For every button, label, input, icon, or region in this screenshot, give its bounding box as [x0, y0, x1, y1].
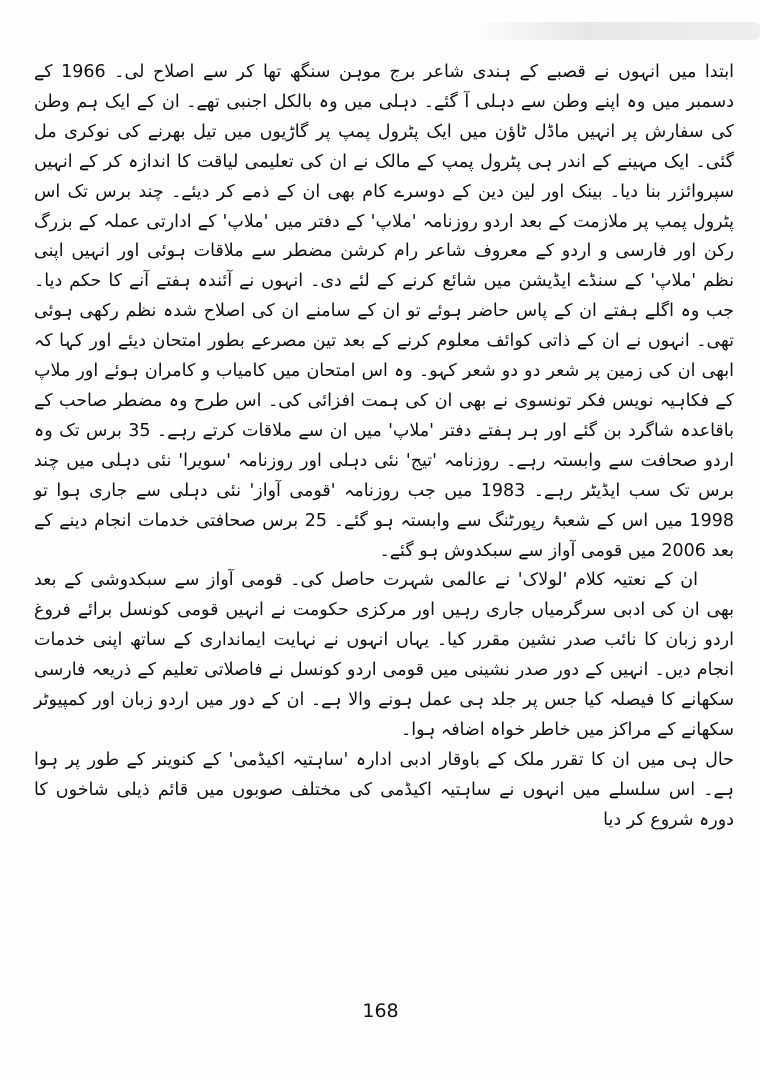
paragraph-3: حال ہی میں ان کا تقرر ملک کے باوقار ادبی ادارہ 'ساہتیہ اکیڈمی' کے کنوینر کے طور پر ہوا ہے۔ اس سلسلے میں انہوں نے ساہتیہ اکیڈمی کی مختلف صوبوں میں قائم ذیلی شاخوں کا دورہ شروع کر دیا — [34, 749, 734, 830]
paragraph-2: ان کے نعتیہ کلام 'لولاک' نے عالمی شہرت حاصل کی۔ قومی آواز سے سبکدوشی کے بعد بھی ان کی ادبی سرگرمیاں جاری رہیں اور مرکزی حکومت نے انہیں قومی کونسل برائے فروغ اردو زبان کا نائب صدر نشین مقرر کیا۔ یہاں انہوں نے نہایت ایمانداری کے ساتھ اپنی خدمات انجام دیں۔ انہیں کے دور صدر نشینی میں قومی اردو کونسل نے فاصلاتی تعلیم کے ذریعہ فارسی سکھانے کا فیصلہ کیا جس پر جلد ہی عمل ہونے والا ہے۔ ان کے دور میں اردو زبان اور کمپیوٹر سکھانے کے مراکز میں خاطر خواہ اضافہ ہوا۔ — [34, 570, 734, 740]
page-number: 168 — [362, 1000, 399, 1022]
page-body — [34, 58, 734, 836]
paragraph-1: ابتدا میں انہوں نے قصبے کے ہندی شاعر برج موہن سنگھ تھا کر سے اصلاح لی۔ 1966 کے دسمبر میں وہ اپنے وطن سے دہلی آ گئے۔ دہلی میں وہ بالکل اجنبی تھے۔ ان کے ایک ہم وطن کی سفارش پر انہیں ماڈل ٹاؤن میں ایک پٹرول پمپ پر گاڑیوں میں تیل بھرنے کی نوکری مل گئی۔ ایک مہینے کے اندر ہی پٹرول پمپ کے مالک نے ان کی تعلیمی لیاقت کا اندازہ کر کے انہیں سپروائزر بنا دیا۔ بینک اور لین دین کے دوسرے کام بھی ان کے ذمے کر دیئے۔ چند برس تک اس پٹرول پمپ پر ملازمت کے بعد اردو روزنامہ 'ملاپ' کے دفتر میں 'ملاپ' کے ادارتی عملہ کے بزرگ رکن اور فارسی و اردو کے معروف شاعر رام کرشن مضطر سے ملاقات ہوئی اور انہیں اپنی نظم 'ملاپ' کے سنڈے ایڈیشن میں شائع کرنے کے لئے دی۔ انہوں نے آئندہ ہفتے آنے کا حکم دیا۔ جب وہ اگلے ہفتے ان کے پاس حاضر ہوئے تو ان کے سامنے ان کی اصلاح شدہ نظم رکھی ہوئی تھی۔ انہوں نے ان کے ذاتی کوائف معلوم کرنے کے بعد تین مصرعے بطور امتحان دیئے اور کہا کہ ابھی ان کی زمین پر شعر دو دو شعر کہو۔ وہ اس امتحان میں کامیاب و کامران ہوئے اور ملاپ کے فکاہیہ نویس فکر تونسوی نے بھی ان کی ہمت افزائی کی۔ اس طرح وہ مضطر صاحب کے باقاعدہ شاگرد بن گئے اور ہر ہفتے دفتر 'ملاپ' میں ان سے ملاقات کرتے رہے۔ 35 برس تک وہ اردو صحافت سے وابستہ رہے۔ روزنامہ 'تیج' نئی دہلی اور روزنامہ 'سویرا' نئی دہلی میں چند برس تک سب ایڈیٹر رہے۔ 1983 میں جب روزنامہ 'قومی آواز' نئی دہلی سے جاری ہوا تو 1998 میں اس کے شعبۂ رپورٹنگ سے وابستہ ہو گئے۔ 25 برس صحافتی خدمات انجام دینے کے بعد 2006 میں قومی آواز سے سبکدوش ہو گئے۔ — [34, 62, 734, 561]
scan-artifact — [470, 22, 760, 40]
